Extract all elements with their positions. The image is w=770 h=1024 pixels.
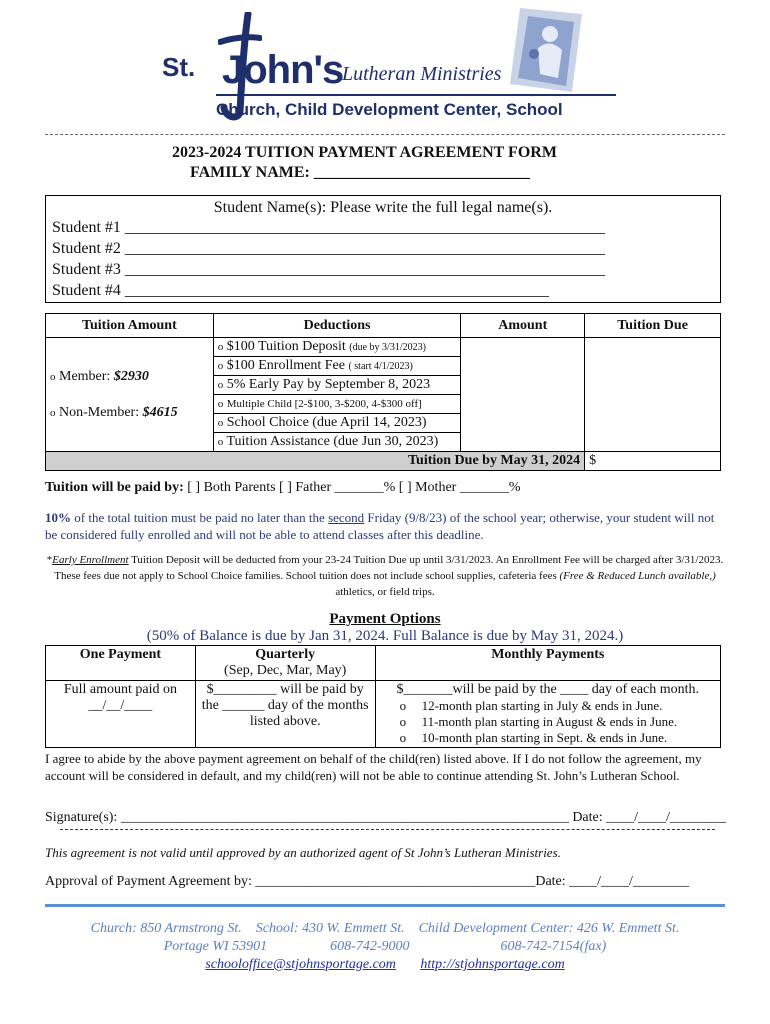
email-link[interactable]: schooloffice@stjohnsportage.com	[205, 957, 396, 972]
validity-note: This agreement is not valid until approved by an authorized agent of St John’s Lutheran Ministries.	[45, 845, 561, 860]
website-link[interactable]: http://stjohnsportage.com	[420, 957, 565, 972]
footer-links	[0, 956, 770, 974]
tuition-amount-header: Tuition Amount	[46, 314, 214, 338]
logo-st: St.	[162, 52, 196, 82]
quarterly-header: Quarterly (Sep, Dec, Mar, May)	[195, 646, 375, 681]
deduction-multiple-child[interactable]: o Multiple Child [2-$100, 3-$200, 4-$300 off]	[213, 395, 461, 414]
nonmember-option[interactable]: o Non-Member: $4615	[50, 404, 178, 420]
member-option[interactable]: o Member: $2930	[50, 368, 149, 384]
tuition-table	[45, 313, 721, 471]
monthly-option[interactable]: $_______will be paid by the ____ day of each month. o 12-month plan starting in July & ends in June. o 11-month plan starting in August & ends in June. o 10-month plan starting in Sept. & ends in June.	[375, 681, 720, 748]
paid-by-label: Tuition will be paid by:	[45, 480, 184, 495]
family-name-field[interactable]: FAMILY NAME: ___________________________	[190, 164, 530, 181]
form-title-line: 2023-2024 TUITION PAYMENT AGREEMENT FORM	[172, 144, 557, 161]
tuition-due-total-label: Tuition Due by May 31, 2024	[46, 452, 585, 471]
deduction-early-pay[interactable]: o 5% Early Pay by September 8, 2023	[213, 376, 461, 395]
monthly-plan-list	[380, 698, 716, 746]
payment-options-subtitle: (50% of Balance is due by Jan 31, 2024. Full Balance is due by May 31, 2024.)	[146, 628, 624, 644]
tuition-table-header	[46, 314, 721, 338]
student-2-field[interactable]: Student #2 ____________________________________________________________	[52, 240, 605, 257]
ten-percent-notice: 10% of the total tuition must be paid no later than the second Friday (9/8/23) of the school year; otherwise, your student will not be considered fully enrolled and will not be able to attend classes after this deadline.	[45, 510, 715, 542]
logo-ministries: Lutheran Ministries	[342, 63, 502, 85]
student-3-field[interactable]: Student #3 ____________________________________________________________	[52, 261, 605, 278]
payment-options-table	[45, 645, 721, 748]
family-artwork-icon	[510, 8, 582, 92]
notice-percent: 10%	[45, 510, 71, 525]
logo-rule	[216, 94, 616, 96]
paid-by-options[interactable]: [ ] Both Parents [ ] Father _______% [ ] Mother _______%	[187, 480, 521, 495]
tuition-due-total-field[interactable]: $	[585, 452, 721, 471]
deductions-header: Deductions	[213, 314, 461, 338]
footer-phones: Portage WI 53901 608-742-9000 608-742-7154(fax)	[163, 939, 607, 954]
deduction-tuition-deposit[interactable]: o $100 Tuition Deposit (due by 3/31/2023)	[213, 338, 461, 357]
logo	[150, 8, 620, 126]
student-names-header: Student Name(s): Please write the full legal name(s).	[213, 199, 553, 216]
paid-by-line	[45, 480, 520, 496]
deduction-enrollment-fee[interactable]: o $100 Enrollment Fee ( start 4/1/2023)	[213, 357, 461, 376]
approval-line[interactable]: Approval of Payment Agreement by: ________________________________________Date: ____/____/________	[45, 874, 689, 889]
student-1-field[interactable]: Student #1 ____________________________________________________________	[52, 219, 605, 236]
signature-line[interactable]: Signature(s): ________________________________________________________________ Date: ____/____/________	[45, 810, 726, 825]
one-payment-option[interactable]: Full amount paid on __/__/____	[46, 681, 196, 748]
middle-divider	[60, 829, 715, 830]
deduction-tuition-assistance[interactable]: o Tuition Assistance (due Jun 30, 2023)	[213, 433, 461, 452]
deduction-school-choice[interactable]: o School Choice (due April 14, 2023)	[213, 414, 461, 433]
footer-addresses: Church: 850 Armstrong St. School: 430 W. Emmett St. Child Development Center: 426 W. Emmett St.	[90, 921, 680, 936]
footer-rule	[45, 904, 725, 907]
monthly-header: Monthly Payments	[375, 646, 720, 681]
tuition-due-cell[interactable]	[585, 338, 721, 452]
plan-10-month[interactable]: o 10-month plan starting in Sept. & ends in June.	[399, 730, 668, 745]
early-enrollment-note: *Early Enrollment Tuition Deposit will be deducted from your 23-24 Tuition Due up until 3/31/2023. An Enrollment Fee will be charged after 3/31/2023. These fees due not apply to School Choice families. School tuition does not include school supplies, cafeteria fees (Free & Reduced Lunch available,) athletics, or field trips.	[46, 554, 724, 598]
logo-subtitle: Church, Child Development Center, School	[216, 100, 563, 119]
payment-options-title: Payment Options	[329, 611, 441, 627]
tuition-amount-cell	[46, 338, 214, 452]
footer	[0, 920, 770, 974]
plan-12-month[interactable]: o 12-month plan starting in July & ends in June.	[399, 698, 663, 713]
one-payment-header: One Payment	[46, 646, 196, 681]
plan-11-month[interactable]: o 11-month plan starting in August & ends in June.	[399, 714, 678, 729]
amount-header: Amount	[461, 314, 585, 338]
amount-cell[interactable]	[461, 338, 585, 452]
form-title	[172, 143, 557, 183]
tuition-due-header: Tuition Due	[585, 314, 721, 338]
logo-johns: John's	[222, 48, 344, 92]
student-4-field[interactable]: Student #4 _____________________________________________________	[52, 282, 549, 299]
top-divider	[45, 134, 725, 135]
quarterly-option[interactable]: $_________ will be paid by the ______ day of the months listed above.	[195, 681, 375, 748]
student-names-box	[45, 195, 721, 303]
agreement-statement: I agree to abide by the above payment agreement on behalf of the child(ren) listed above. If I do not follow the agreement, my account will be considered in default, and my child(ren) will not be able to continue attending St. John’s Lutheran School.	[45, 751, 702, 783]
